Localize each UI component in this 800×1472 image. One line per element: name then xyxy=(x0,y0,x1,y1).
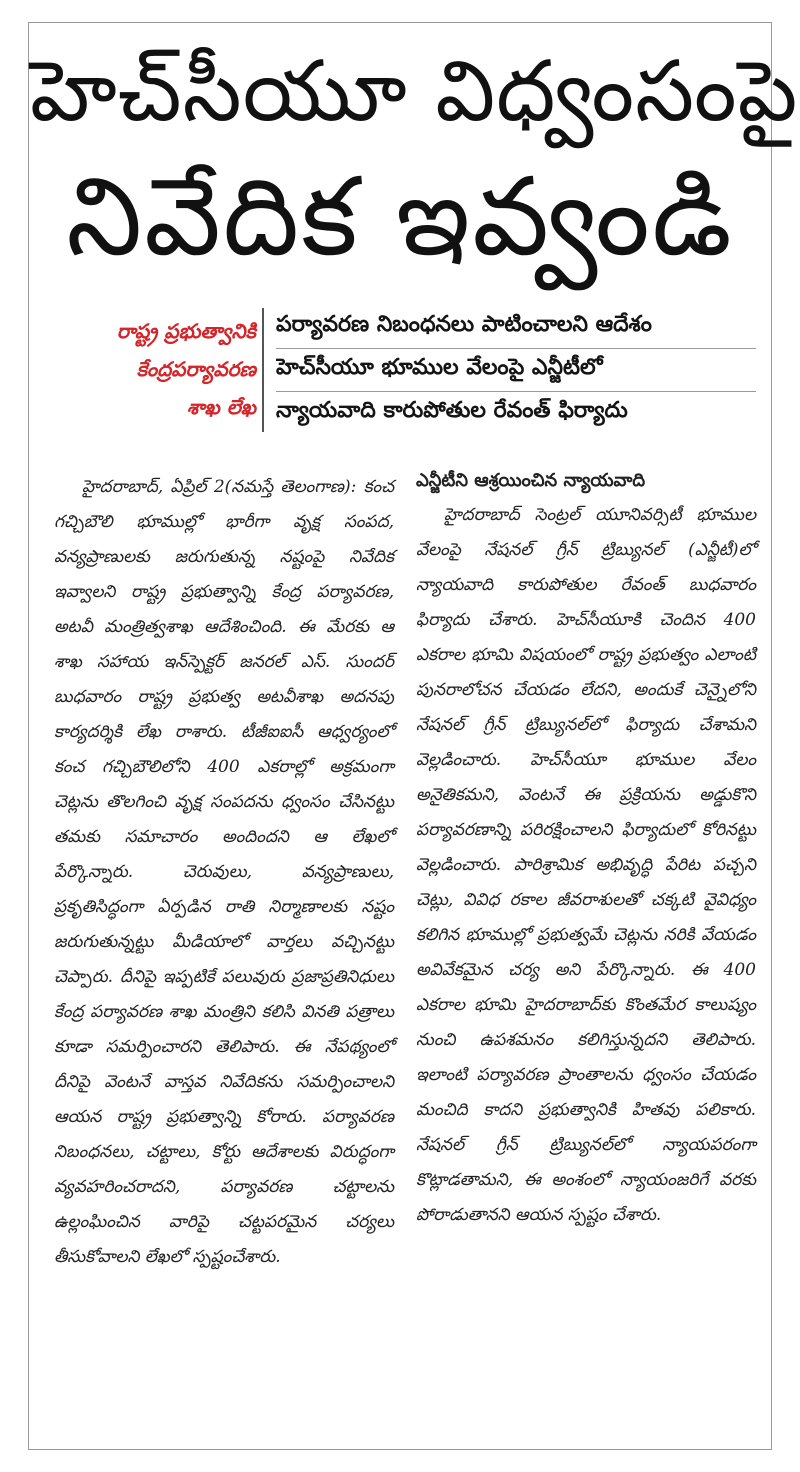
subheadline: పర్యావరణ నిబంధనలు పాటించాలని ఆదేశం xyxy=(276,306,756,349)
subheadline: హెచ్‌సీయూ భూముల వేలంపై ఎన్జీటీలో xyxy=(276,349,756,392)
subheadline: న్యాయవాది కారుపోతుల రేవంత్ ఫిర్యాదు xyxy=(276,398,628,423)
kicker xyxy=(44,312,256,426)
kicker-line: శాఖ లేఖ xyxy=(187,395,256,419)
kicker-line: కేంద్రపర్యావరణ xyxy=(136,357,256,381)
subheadlines xyxy=(276,306,756,434)
article-paragraph: హైదరాబాద్, ఏప్రిల్ 2(నమస్తే తెలంగాణ): కంచ గచ్చిబౌలి భూముల్లో భారీగా వృక్ష సంపద, వన్యప్రాణులకు జరుగుతున్న నష్టంపై నివేదిక ఇవ్వాలని రాష్ట్ర ప్రభుత్వాన్ని కేంద్ర పర్యావరణ, అటవీ మంత్రిత్వశాఖ ఆదేశించింది. ఈ మేరకు ఆ శాఖ సహాయ ఇన్‌స్పెక్టర్ జనరల్ ఎస్. సుందర్ బుధవారం రాష్ట్ర ప్రభుత్వ అటవీశాఖ అదనపు కార్యదర్శికి లేఖ రాశారు. టీజీఐఐసీ ఆధ్వర్యంలో కంచ గచ్చిబౌలిలోని 400 ఎకరాల్లో అక్రమంగా చెట్లను తొలగించి వృక్ష సంపదను ధ్వంసం చేసినట్టు తమకు సమాచారం అందిందని ఆ లేఖలో పేర్కొన్నారు. చెరువులు, వన్యప్రాణులు, ప్రకృతిసిద్ధంగా ఏర్పడిన రాతి నిర్మాణాలకు నష్టం జరుగుతున్నట్టు మీడియాలో వార్తలు వచ్చినట్టు చెప్పారు. దీనిపై ఇప్పటికే పలువురు ప్రజాప్రతినిధులు కేంద్ర పర్యావరణ శాఖ మంత్రిని కలిసి వినతి పత్రాలు కూడా సమర్పించారని తెలిపారు. ఈ నేపథ్యంలో దీనిపై వెంటనే వాస్తవ నివేదికను సమర్పించాలని ఆయన రాష్ట్ర ప్రభుత్వాన్ని కోరారు. పర్యావరణ నిబంధనలు, చట్టాలు, కోర్టు ఆదేశాలకు విరుద్ధంగా వ్యవహరించరాదని, పర్యావరణ చట్టాలను ఉల్లంఘించిన వారిపై చట్టపరమైన చర్యలు తీసుకోవాలని లేఖలో స్పష్టంచేశారు. xyxy=(54,477,394,1267)
subhead-divider xyxy=(262,308,264,432)
article-paragraph: హైదరాబాద్ సెంట్రల్ యూనివర్సిటీ భూముల వేలంపై నేషనల్ గ్రీన్ ట్రిబ్యునల్ (ఎన్జీటీ)లో న్యాయవాది కారుపోతుల రేవంత్ బుధవారం ఫిర్యాదు చేశారు. హెచ్‌సీయూకి చెందిన 400 ఎకరాల భూమి విషయంలో రాష్ట్ర ప్రభుత్వం ఎలాంటి పునరాలోచన చేయడం లేదని, అందుకే చెన్నైలోని నేషనల్ గ్రీన్ ట్రిబ్యునల్‌లో ఫిర్యాదు చేశామని వెల్లడించారు. హెచ్‌సీయూ భూముల వేలం అనైతికమని, వెంటనే ఈ ప్రక్రియను అడ్డుకొని పర్యావరణాన్ని పరిరక్షించాలని ఫిర్యాదులో కోరినట్టు వెల్లడించారు. పారిశ్రామిక అభివృద్ధి పేరిట పచ్చని చెట్లు, వివిధ రకాల జీవరాశులతో చక్కటి వైవిధ్యం కలిగిన భూముల్లో ప్రభుత్వమే చెట్లను నరికి వేయడం అవివేకమైన చర్య అని పేర్కొన్నారు. ఈ 400 ఎకరాల భూమి హైదరాబాద్‌కు కొంతమేర కాలుష్యం నుంచి ఉపశమనం కలిగిస్తున్నదని తెలిపారు. ఇలాంటి పర్యావరణ ప్రాంతాలను ధ్వంసం చేయడం మంచిది కాదని ప్రభుత్వానికి హితవు పలికారు. నేషనల్ గ్రీన్ ట్రిబ్యునల్‌లో న్యాయపరంగా కొట్లాడతామని, ఈ అంశంలో న్యాయంజరిగే వరకు పోరాడుతానని ఆయన స్పష్టం చేశారు. xyxy=(416,505,756,1225)
column-subheading: ఎన్జీటీని ఆశ్రయించిన న్యాయవాది xyxy=(416,470,646,491)
kicker-line: రాష్ట్ర ప్రభుత్వానికి xyxy=(116,319,256,343)
article-column-right xyxy=(416,470,756,1233)
article-column-left xyxy=(54,470,394,1275)
headline-line-2: నివేదిక ఇవ్వండి xyxy=(66,155,734,280)
headline-line-1: హెచ్‌సీయూ విధ్వంసంపై xyxy=(30,42,799,140)
